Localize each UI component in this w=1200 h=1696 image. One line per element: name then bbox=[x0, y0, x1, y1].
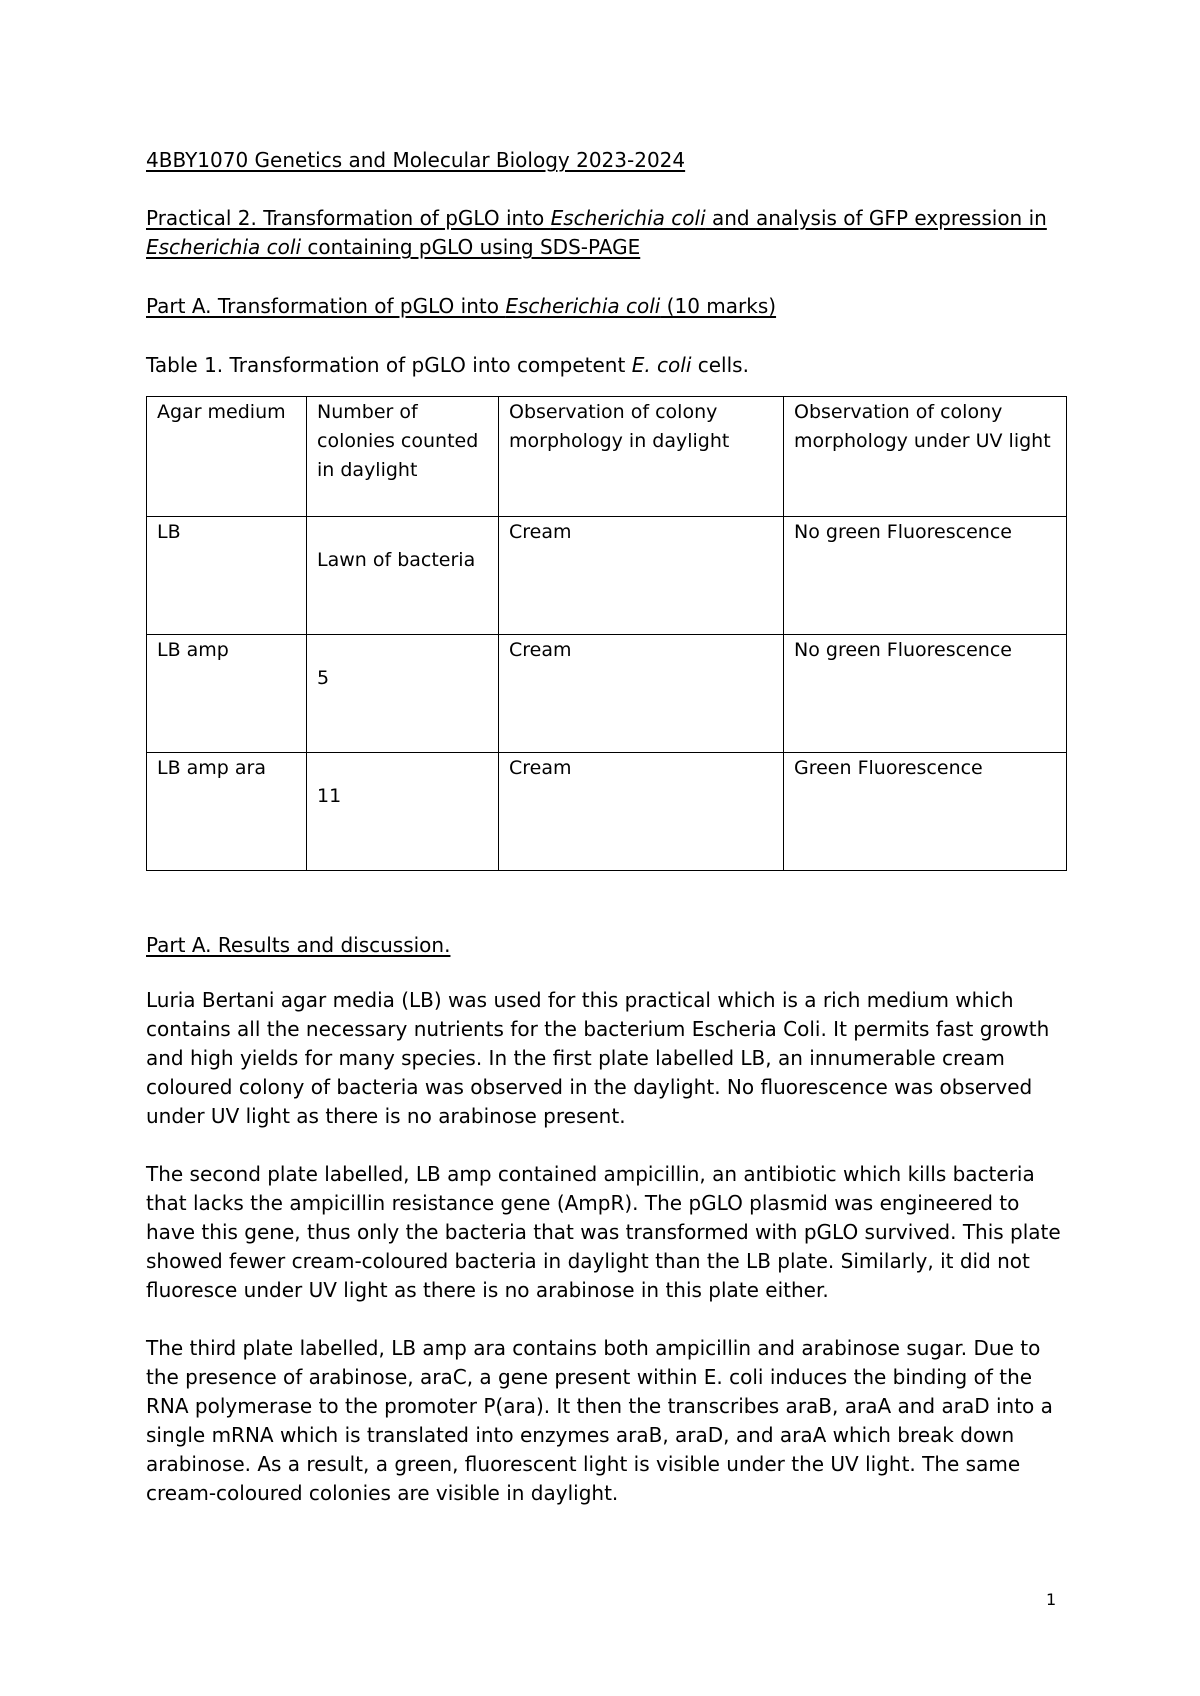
header-daylight-observation: Observation of colony morphology in daylight bbox=[499, 397, 784, 517]
medium-name: LB amp ara bbox=[157, 757, 267, 779]
medium-name: LB bbox=[157, 521, 181, 543]
cell-count bbox=[307, 635, 499, 753]
table-row bbox=[147, 635, 1067, 753]
cell-uv: No green Fluorescence bbox=[784, 517, 1067, 635]
results-title-text: Part A. Results and discussion. bbox=[146, 933, 451, 957]
practical-title-organism-2: Escherichia coli bbox=[146, 235, 301, 259]
table-caption bbox=[146, 351, 1066, 380]
cell-daylight: Cream bbox=[499, 753, 784, 871]
table-row bbox=[147, 517, 1067, 635]
practical-title-part1: Practical 2. Transformation of pGLO into bbox=[146, 206, 551, 230]
cell-uv: Green Fluorescence bbox=[784, 753, 1067, 871]
cell-medium bbox=[147, 517, 307, 635]
paragraph-lb-amp-ara-plate: The third plate labelled, LB amp ara contains both ampicillin and arabinose sugar. Due to the presence of arabinose, araC, a gene present within E. coli induces the binding of the RNA polymerase to the promoter P(ara). It then the transcribes araB, araA and araD into a single mRNA which is translated into enzymes araB, araD, and araA which break down arabinose. As a result, a green, fluorescent light is visible under the UV light. The same cream-coloured colonies are visible in daylight. bbox=[146, 1336, 1053, 1505]
course-title-text: 4BBY1070 Genetics and Molecular Biology 2023-2024 bbox=[146, 148, 686, 172]
paragraph-lb-amp-plate: The second plate labelled, LB amp contained ampicillin, an antibiotic which kills bacteria that lacks the ampicillin resistance gene (AmpR). The pGLO plasmid was engineered to have this gene, thus only the bacteria that was transformed with pGLO survived. This plate showed fewer cream-coloured bacteria in daylight than the LB plate. Similarly, it did not fluoresce under UV light as there is no arabinose in this plate either. bbox=[146, 1162, 1061, 1302]
cell-daylight: Cream bbox=[499, 517, 784, 635]
practical-title bbox=[146, 204, 1066, 262]
cell-uv: No green Fluorescence bbox=[784, 635, 1067, 753]
page-number: 1 bbox=[1046, 1590, 1057, 1609]
cell-daylight: Cream bbox=[499, 635, 784, 753]
part-a-title-organism: Escherichia coli bbox=[505, 294, 661, 318]
document-content bbox=[146, 146, 1066, 1537]
practical-title-part3: containing pGLO using SDS-PAGE bbox=[301, 235, 641, 259]
colony-count: Lawn of bacteria bbox=[317, 549, 476, 571]
cell-medium bbox=[147, 635, 307, 753]
table-caption-prefix: Table 1. Transformation of pGLO into competent bbox=[146, 353, 632, 377]
table-header-row bbox=[147, 397, 1067, 517]
results-title bbox=[146, 931, 1066, 960]
colony-count: 11 bbox=[317, 785, 342, 807]
cell-medium bbox=[147, 753, 307, 871]
medium-name: LB amp bbox=[157, 639, 229, 661]
transformation-table bbox=[146, 396, 1067, 871]
table-caption-organism: E. coli bbox=[631, 353, 692, 377]
part-a-title-suffix: (10 marks) bbox=[660, 294, 777, 318]
practical-title-part2: and analysis of GFP expression in bbox=[705, 206, 1047, 230]
table-caption-suffix: cells. bbox=[691, 353, 749, 377]
table-row bbox=[147, 753, 1067, 871]
header-agar-medium: Agar medium bbox=[147, 397, 307, 517]
part-a-title-prefix: Part A. Transformation of pGLO into bbox=[146, 294, 506, 318]
paragraph-lb-plate: Luria Bertani agar media (LB) was used for this practical which is a rich medium which contains all the necessary nutrients for the bacterium Escheria Coli. It permits fast growth and high yields for many species. In the first plate labelled LB, an innumerable cream coloured colony of bacteria was observed in the daylight. No fluorescence was observed under UV light as there is no arabinose present. bbox=[146, 988, 1050, 1128]
header-colony-count: Number of colonies counted in daylight bbox=[307, 397, 499, 517]
practical-title-organism-1: Escherichia coli bbox=[550, 206, 706, 230]
part-a-title bbox=[146, 292, 1066, 321]
course-title bbox=[146, 146, 1066, 175]
header-uv-observation: Observation of colony morphology under UV light bbox=[784, 397, 1067, 517]
colony-count: 5 bbox=[317, 667, 330, 689]
cell-count bbox=[307, 753, 499, 871]
cell-count bbox=[307, 517, 499, 635]
